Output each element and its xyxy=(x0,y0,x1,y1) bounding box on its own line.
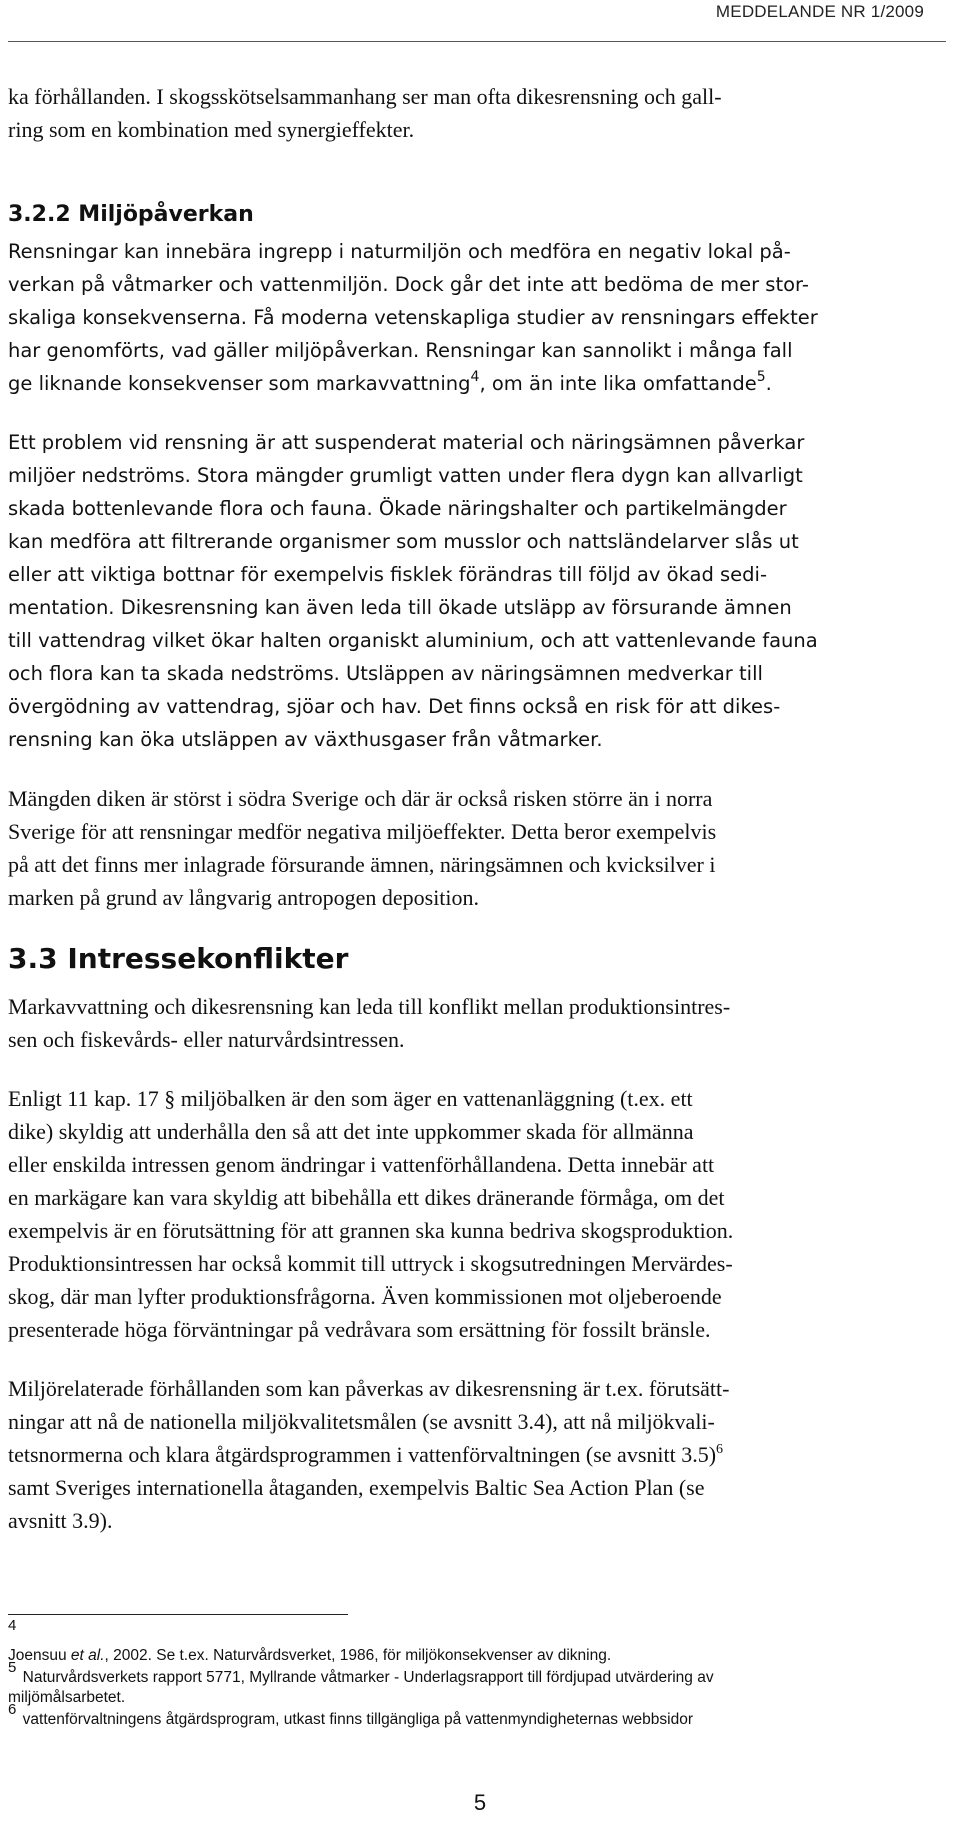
text-line: skaliga konsekvenserna. Få moderna vetenskapliga studier av rensningars effekter xyxy=(8,306,818,329)
text-line: Produktionsintressen har också kommit till uttryck i skogsutredningen Mervärdes- xyxy=(8,1251,733,1276)
paragraph-intressekonflikter-2 xyxy=(8,1082,948,1346)
text-line: skada bottenlevande flora och fauna. Ökade näringshalter och partikelmängder xyxy=(8,497,787,520)
text-line: ningar att nå de nationella miljökvalitetsmålen (se avsnitt 3.4), att nå miljökvali- xyxy=(8,1409,715,1434)
footnote-text-italic: et al. xyxy=(70,1647,105,1664)
text-line: en markägare kan vara skyldig att bibehålla ett dikes dränerande förmåga, om det xyxy=(8,1185,725,1210)
text-line: Mängden diken är störst i södra Sverige och där är också risken större än i norra xyxy=(8,786,713,811)
text-line: ka förhållanden. I skogsskötselsammanhang ser man ofta dikesrensning och gall- xyxy=(8,84,722,109)
text-line: . xyxy=(765,372,772,395)
text-line: dike) skyldig att underhålla den så att det inte uppkommer skada för allmänna xyxy=(8,1119,694,1144)
text-line: sen och fiskevårds- eller naturvårdsintressen. xyxy=(8,1027,405,1052)
text-line: Enligt 11 kap. 17 § miljöbalken är den som äger en vattenanläggning (t.ex. ett xyxy=(8,1086,693,1111)
text-line: miljöer nedströms. Stora mängder grumligt vatten under flera dygn kan allvarligt xyxy=(8,464,803,487)
text-line: till vattendrag vilket ökar halten organiskt aluminium, och att vattenlevande fauna xyxy=(8,629,818,652)
text-line: presenterade höga förväntningar på vedråvara som ersättning för fossilt bränsle. xyxy=(8,1317,711,1342)
text-line: , om än inte lika omfattande xyxy=(479,372,757,395)
text-line: rensning kan öka utsläppen av växthusgaser från våtmarker. xyxy=(8,728,603,751)
paragraph-miljopaverkan-1 xyxy=(8,235,948,400)
text-line: Markavvattning och dikesrensning kan leda till konflikt mellan produktionsintres- xyxy=(8,994,731,1019)
text-line: exempelvis är en förutsättning för att grannen ska kunna bedriva skogsproduktion. xyxy=(8,1218,734,1243)
paragraph-intressekonflikter-1 xyxy=(8,990,948,1056)
paragraph-miljopaverkan-3 xyxy=(8,782,948,914)
footnote-text: Joensuu xyxy=(8,1647,71,1664)
running-head: MEDDELANDE NR 1/2009 xyxy=(715,2,924,21)
text-line: marken på grund av långvarig antropogen deposition. xyxy=(8,885,480,910)
section-heading-3-2-2: 3.2.2 Miljöpåverkan xyxy=(8,202,254,227)
text-line: på att det finns mer inlagrade försurande ämnen, näringsämnen och kvicksilver i xyxy=(8,852,716,877)
header-rule xyxy=(8,41,946,42)
intro-paragraph xyxy=(8,80,948,146)
footnote-ref-4[interactable]: 4 xyxy=(470,369,480,385)
footnote-ref-6[interactable]: 6 xyxy=(716,1442,724,1457)
body-text xyxy=(8,80,948,1537)
footnotes xyxy=(8,1617,938,1730)
footnote-text: Naturvårdsverkets rapport 5771, Myllrande våtmarker - Underlagsrapport till fördjupad utvärdering av xyxy=(22,1669,714,1686)
text-line: Rensningar kan innebära ingrepp i naturmiljön och medföra en negativ lokal på- xyxy=(8,240,791,263)
text-line: har genomförts, vad gäller miljöpåverkan. Rensningar kan sannolikt i många fall xyxy=(8,339,793,362)
text-line: ge liknande konsekvenser som markavvattning xyxy=(8,372,471,395)
footnote-text: vattenförvaltningens åtgärdsprogram, utkast finns tillgängliga på vattenmyndigheternas webbsidor xyxy=(22,1711,693,1728)
footnote-6: 6 vattenförvaltningens åtgärdsprogram, utkast finns tillgängliga på vattenmyndigheternas webbsidor xyxy=(8,1701,693,1728)
footnote-ref-5[interactable]: 5 xyxy=(756,369,766,385)
footnote-text: miljömålsarbetet. xyxy=(8,1689,126,1706)
text-line: Miljörelaterade förhållanden som kan påverkas av dikesrensning är t.ex. förutsätt- xyxy=(8,1376,730,1401)
footnote-separator xyxy=(8,1614,348,1615)
section-heading-3-3: 3.3 Intressekonflikter xyxy=(8,942,349,975)
text-line: och flora kan ta skada nedströms. Utsläppen av näringsämnen medverkar till xyxy=(8,662,763,685)
footnote-4: 4 Joensuu et al., 2002. Se t.ex. Naturvårdsverket, 1986, för miljökonsekvenser av dikning. xyxy=(8,1617,612,1664)
text-line: tetsnormerna och klara åtgärdsprogrammen i vattenförvaltningen (se avsnitt 3.5) xyxy=(8,1442,717,1467)
paragraph-miljopaverkan-2 xyxy=(8,426,948,756)
text-line: övergödning av vattendrag, sjöar och hav. Det finns också en risk för att dikes- xyxy=(8,695,781,718)
text-line: samt Sveriges internationella åtaganden, exempelvis Baltic Sea Action Plan (se xyxy=(8,1475,705,1500)
footnote-5: 5 Naturvårdsverkets rapport 5771, Myllrande våtmarker - Underlagsrapport till fördjupad utvärdering av miljömålsarbetet. xyxy=(8,1659,714,1706)
text-line: avsnitt 3.9). xyxy=(8,1508,113,1533)
text-line: eller enskilda intressen genom ändringar i vattenförhållandena. Detta innebär att xyxy=(8,1152,715,1177)
paragraph-intressekonflikter-3 xyxy=(8,1372,948,1537)
text-line: ring som en kombination med synergieffekter. xyxy=(8,117,415,142)
text-line: verkan på våtmarker och vattenmiljön. Dock går det inte att bedöma de mer stor- xyxy=(8,273,809,296)
text-line: kan medföra att filtrerande organismer som musslor och nattsländelarver slås ut xyxy=(8,530,799,553)
text-line: Sverige för att rensningar medför negativa miljöeffekter. Detta beror exempelvis xyxy=(8,819,717,844)
text-line: Ett problem vid rensning är att suspenderat material och näringsämnen påverkar xyxy=(8,431,805,454)
footnote-text: , 2002. Se t.ex. Naturvårdsverket, 1986, för miljökonsekvenser av dikning. xyxy=(104,1647,612,1664)
page-number: 5 xyxy=(473,1790,487,1815)
text-line: skog, där man lyfter produktionsfrågorna. Även kommissionen mot oljeberoende xyxy=(8,1284,722,1309)
text-line: mentation. Dikesrensning kan även leda till ökade utsläpp av försurande ämnen xyxy=(8,596,792,619)
text-line: eller att viktiga bottnar för exempelvis fisklek förändras till följd av ökad sedi- xyxy=(8,563,768,586)
